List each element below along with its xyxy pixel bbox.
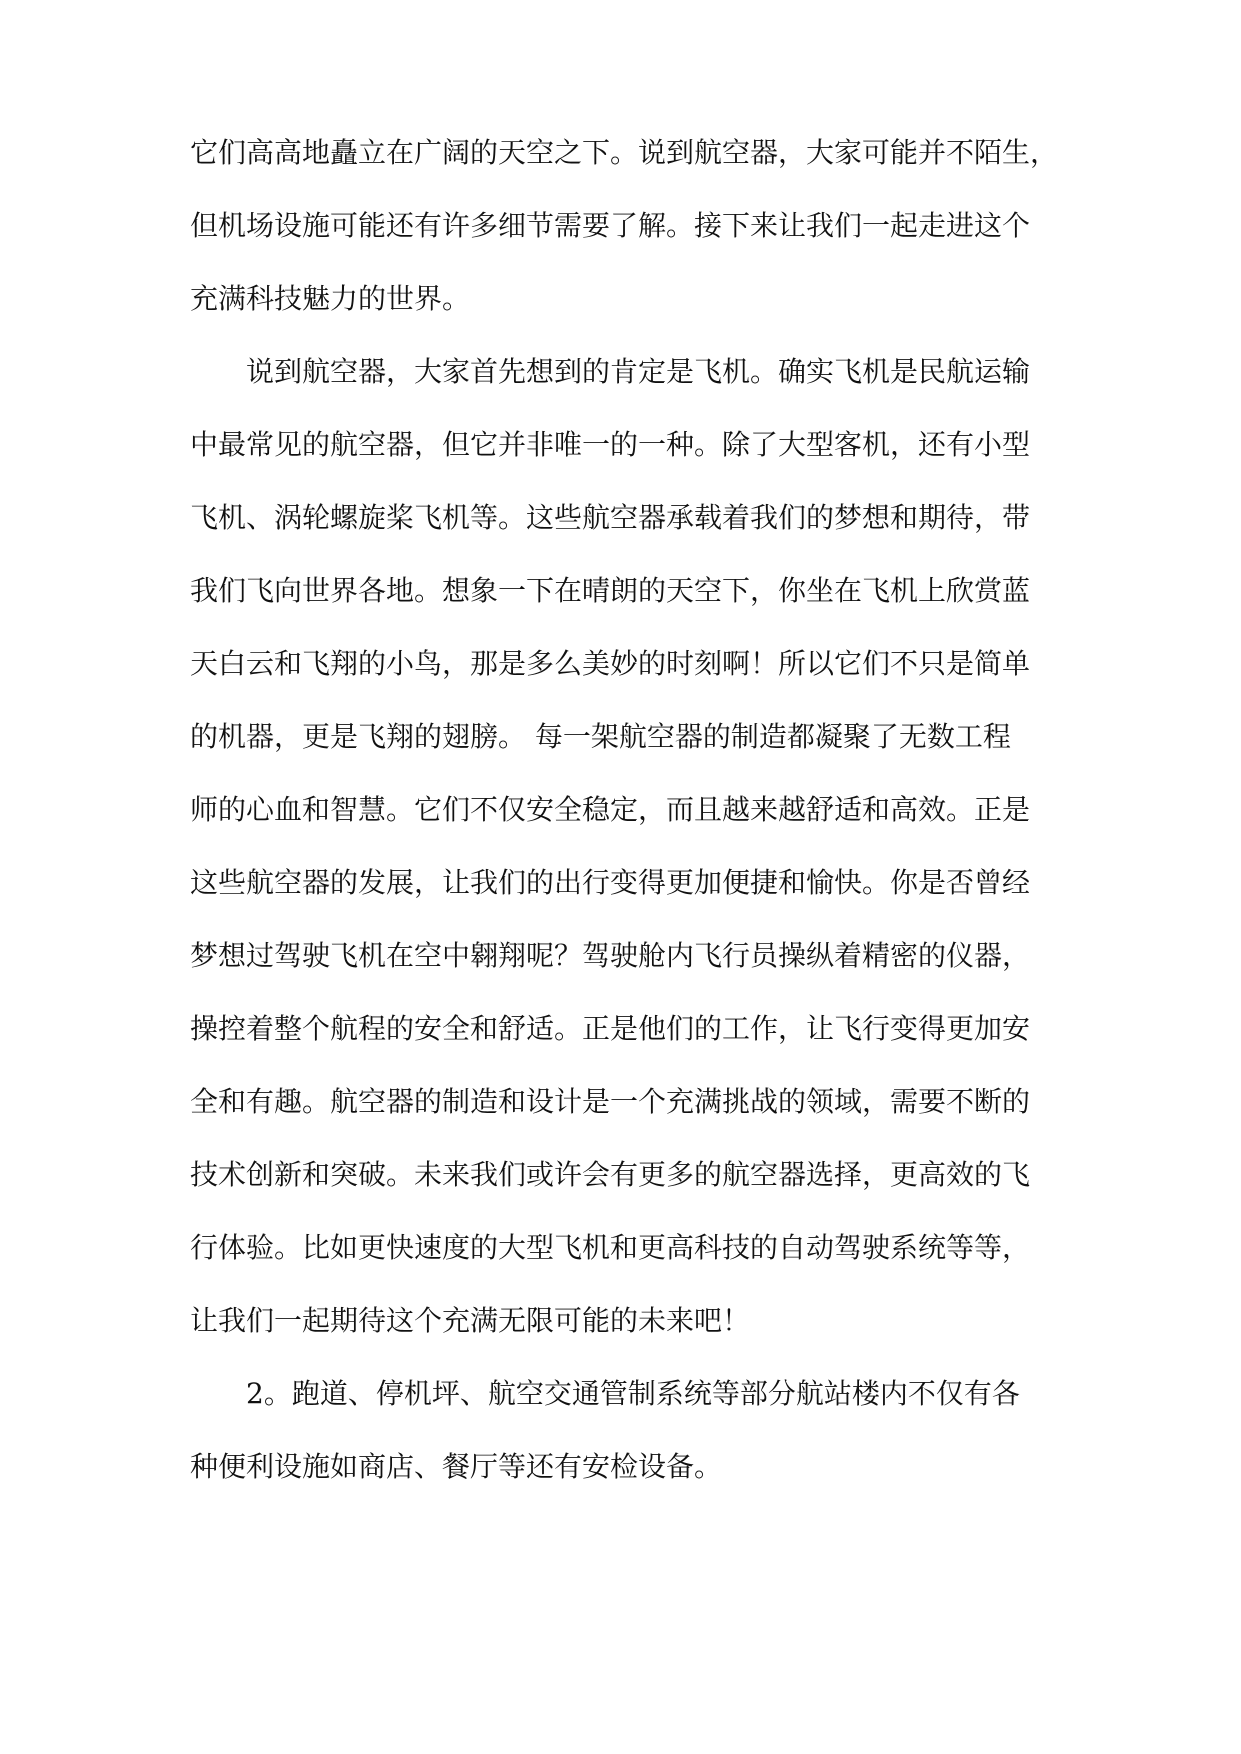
text-line: 充满科技魅力的世界。 bbox=[190, 282, 471, 315]
text-line: 技术创新和突破。未来我们或许会有更多的航空器选择，更高效的飞 bbox=[190, 1158, 1031, 1191]
text-line: 我们飞向世界各地。想象一下在晴朗的天空下，你坐在飞机上欣赏蓝 bbox=[190, 574, 1031, 607]
text-line: 它们高高地矗立在广阔的天空之下。说到航空器，大家可能并不陌生， bbox=[190, 136, 1059, 169]
text-line: 说到航空器，大家首先想到的肯定是飞机。确实飞机是民航运输 bbox=[246, 355, 1031, 388]
text-line: 操控着整个航程的安全和舒适。正是他们的工作，让飞行变得更加安 bbox=[190, 1012, 1031, 1045]
text-line: 飞机、涡轮螺旋桨飞机等。这些航空器承载着我们的梦想和期待，带 bbox=[190, 501, 1031, 534]
text-line: 这些航空器的发展，让我们的出行变得更加便捷和愉快。你是否曾经 bbox=[190, 866, 1031, 899]
text-line: 种便利设施如商店、餐厅等还有安检设备。 bbox=[190, 1450, 723, 1483]
text-line: 让我们一起期待这个充满无限可能的未来吧！ bbox=[190, 1304, 751, 1337]
text-line: 的机器，更是飞翔的翅膀。 每一架航空器的制造都凝聚了无数工程 bbox=[190, 720, 1011, 753]
text-line: 中最常见的航空器，但它并非唯一的一种。除了大型客机，还有小型 bbox=[190, 428, 1031, 461]
body-text bbox=[190, 116, 1060, 1503]
text-line: 师的心血和智慧。它们不仅安全稳定，而且越来越舒适和高效。正是 bbox=[190, 793, 1031, 826]
text-line: 全和有趣。航空器的制造和设计是一个充满挑战的领域，需要不断的 bbox=[190, 1085, 1031, 1118]
text-line: 2。跑道、停机坪、航空交通管制系统等部分航站楼内不仅有各 bbox=[246, 1377, 1020, 1410]
text-line: 但机场设施可能还有许多细节需要了解。接下来让我们一起走进这个 bbox=[190, 209, 1031, 242]
paragraph bbox=[190, 335, 1060, 1357]
paragraph bbox=[190, 1357, 1060, 1503]
text-line: 行体验。比如更快速度的大型飞机和更高科技的自动驾驶系统等等， bbox=[190, 1231, 1031, 1264]
text-line: 天白云和飞翔的小鸟，那是多么美妙的时刻啊！所以它们不只是简单 bbox=[190, 647, 1031, 680]
text-line: 梦想过驾驶飞机在空中翱翔呢？驾驶舱内飞行员操纵着精密的仪器， bbox=[190, 939, 1031, 972]
paragraph bbox=[190, 116, 1060, 335]
